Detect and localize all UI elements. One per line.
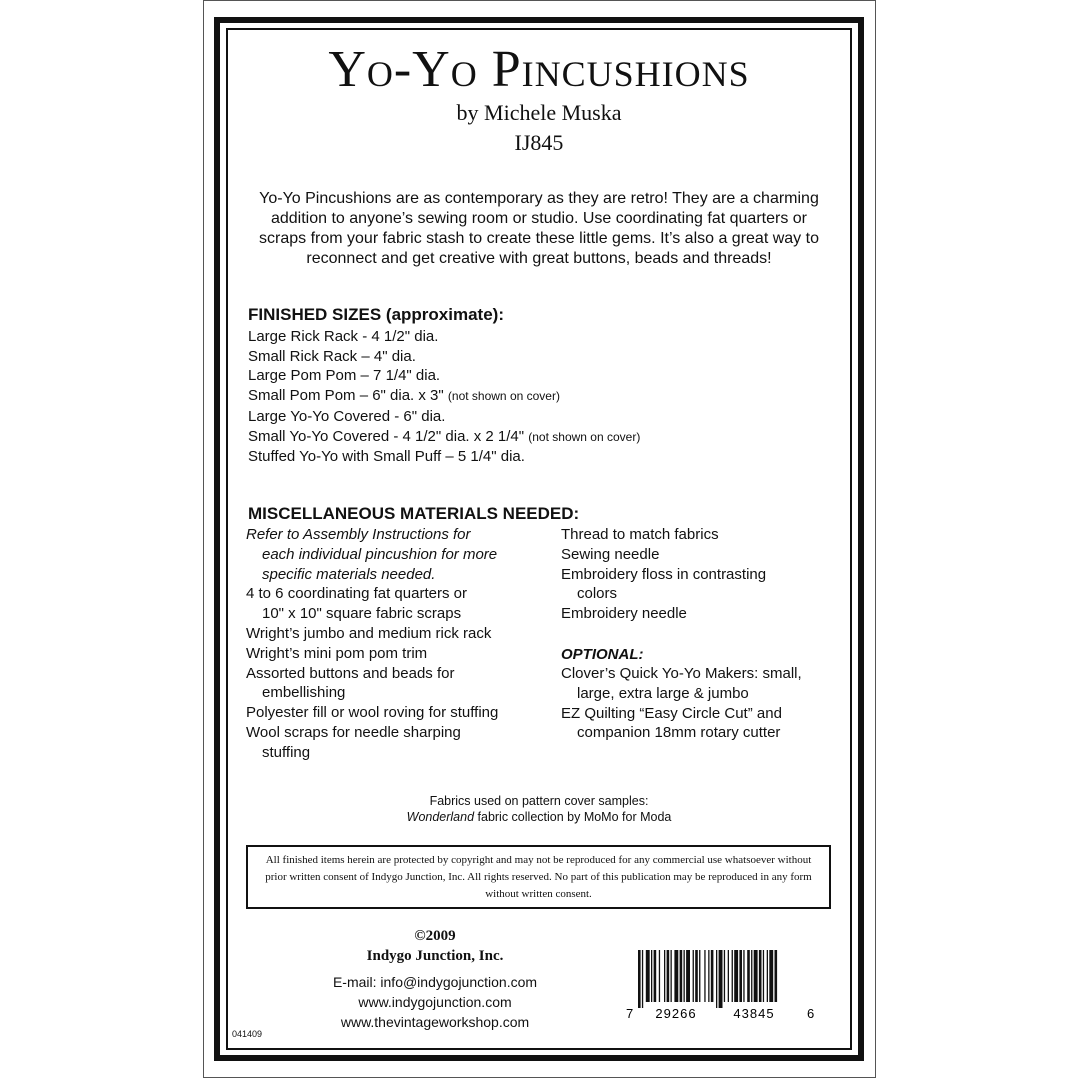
barcode-bar (654, 950, 657, 1002)
copyright-year: ©2009 (414, 928, 456, 944)
barcode-leading-digit: 7 (626, 1006, 634, 1020)
material-item-text: stuffing (262, 743, 311, 761)
material-item-text: Assorted buttons and beads for (246, 664, 455, 682)
material-item-text: Thread to match fabrics (561, 526, 719, 543)
copyright-notice-text: All finished items herein are protected by copyright and may not be reproduced for any commercial use whatsoever without prior written consent of Indygo Junction, Inc. All rights reserved. No part of this publication may be reproduced in any form without written consent. (265, 854, 812, 900)
finished-sizes-title: FINISHED SIZES (248, 305, 382, 324)
barcode-bar (769, 950, 773, 1002)
barcode-bar (708, 950, 709, 1002)
barcode-bar (734, 950, 738, 1002)
barcode-bar (759, 950, 762, 1002)
material-item (561, 604, 766, 624)
optional-material-item (561, 704, 802, 724)
material-item (561, 565, 766, 585)
barcode-bar (659, 950, 660, 1002)
finished-sizes-list (248, 327, 808, 467)
upc-barcode (624, 950, 819, 1020)
barcode-bar (704, 950, 705, 1002)
publisher-website-indygo: www.indygojunction.com (358, 994, 512, 1010)
fabrics-credit-line1: Fabrics used on pattern cover samples: (429, 794, 649, 808)
barcode-bar (754, 950, 758, 1002)
material-item (246, 584, 498, 604)
material-item-text: Sewing needle (561, 545, 660, 563)
material-item-text: Refer to Assembly Instructions for (246, 526, 471, 543)
barcode-trailing-digit: 6 (807, 1006, 815, 1020)
material-item (246, 624, 498, 644)
barcode-bar (716, 950, 717, 1008)
material-item-text: Embroidery needle (561, 605, 687, 623)
material-item (561, 584, 766, 604)
barcode-bar (638, 950, 641, 1008)
publisher-name: Indygo Junction, Inc. (366, 948, 504, 964)
barcode-bar (724, 950, 725, 1002)
size-item-text: Stuffed Yo-Yo with Small Puff – 5 1/4" dia. (248, 448, 525, 466)
material-item-text: each individual pincushion for more (262, 545, 498, 563)
barcode-bar (671, 950, 672, 1002)
size-item (248, 366, 808, 386)
size-item-text: Large Pom Pom – 7 1/4" dia. (248, 367, 441, 385)
material-item-text: embellishing (262, 684, 346, 702)
barcode-bar (743, 950, 744, 1002)
material-item (246, 545, 498, 565)
size-item-text: Large Rick Rack - 4 1/2" dia. (248, 328, 439, 345)
material-item (246, 604, 498, 624)
materials-left-column (246, 525, 498, 763)
material-item (246, 644, 498, 664)
fabrics-credit-line2 (226, 809, 852, 825)
lot-code: 041409 (232, 1029, 263, 1039)
barcode-bar (767, 950, 768, 1002)
publisher-website-vintage: www.thevintageworkshop.com (340, 1014, 530, 1030)
barcode-bar (739, 950, 742, 1002)
finished-sizes-heading (248, 305, 504, 325)
material-item-text: 10" x 10" square fabric scraps (262, 605, 462, 623)
size-item (248, 386, 808, 407)
barcode-bar (667, 950, 670, 1002)
optional-material-item-text: Clover’s Quick Yo-Yo Makers: small, (561, 665, 802, 682)
material-item-text: 4 to 6 coordinating fat quarters or (246, 585, 467, 603)
intro-paragraph: Yo-Yo Pincushions are as contemporary as they are retro! They are a charming addition to anyone’s sewing room or studio. Use coordinating fat quarters or scraps from your fabric stash to create these little gems. It’s also a great way to reconnect and get creative with great buttons, beads and threads! (259, 190, 819, 267)
fabric-collection-maker: fabric collection by MoMo for Moda (474, 810, 672, 824)
material-item (246, 565, 498, 585)
size-item (248, 327, 808, 347)
optional-heading: OPTIONAL: (561, 646, 644, 663)
material-item-text: Polyester fill or wool roving for stuffing (246, 704, 499, 722)
size-item-note: (not shown on cover) (447, 389, 560, 404)
material-item (246, 723, 498, 743)
optional-material-item (561, 684, 802, 704)
material-item (561, 525, 766, 545)
size-item (248, 447, 808, 467)
barcode-bar (684, 950, 685, 1002)
size-item-text: Small Yo-Yo Covered - 4 1/2" dia. x 2 1/4" (248, 427, 529, 445)
barcode-digits-left: 29266 (655, 1006, 697, 1020)
barcode-bar (763, 950, 764, 1002)
material-item-text: Embroidery floss in contrasting (561, 565, 767, 583)
barcode-bar (711, 950, 714, 1002)
optional-material-item-text: EZ Quilting “Easy Circle Cut” and (561, 704, 782, 722)
barcode-bar (751, 950, 752, 1002)
materials-right-column (561, 525, 766, 624)
copyright-notice-box (246, 845, 831, 909)
barcode-bar (775, 950, 778, 1002)
barcode-bar (695, 950, 698, 1002)
optional-material-item (561, 723, 802, 743)
material-item (246, 525, 498, 545)
barcode-bar (651, 950, 652, 1002)
material-item-text: Wright’s mini pom pom trim (246, 644, 428, 662)
material-item (561, 545, 766, 565)
pattern-author: by Michele Muska (456, 100, 622, 125)
pattern-title: Yo-Yo Pincushions (328, 41, 750, 98)
barcode-bar (699, 950, 700, 1002)
optional-material-item-text: companion 18mm rotary cutter (577, 724, 781, 742)
size-item-note: (not shown on cover) (528, 429, 641, 444)
material-item-text: Wright’s jumbo and medium rick rack (246, 624, 492, 642)
barcode-bar (686, 950, 690, 1002)
size-item (248, 347, 808, 367)
barcode-bar (674, 950, 678, 1002)
barcode-bar (680, 950, 683, 1002)
barcode-bar (646, 950, 650, 1002)
material-item-text: specific materials needed. (262, 565, 436, 583)
barcode-bar (747, 950, 750, 1002)
barcode-bar (732, 950, 733, 1002)
size-item (248, 427, 808, 448)
pattern-code: IJ845 (514, 130, 564, 155)
barcode-bar (693, 950, 694, 1002)
material-item-text: colors (577, 585, 618, 603)
material-item (246, 703, 498, 723)
barcode-bar (642, 950, 643, 1008)
barcode-bar (664, 950, 665, 1002)
materials-heading: MISCELLANEOUS MATERIALS NEEDED: (248, 504, 580, 523)
optional-materials-list (561, 664, 802, 743)
material-item-text: Wool scraps for needle sharping (246, 723, 461, 741)
barcode-bar (728, 950, 729, 1002)
material-item (246, 683, 498, 703)
publisher-email: E-mail: info@indygojunction.com (332, 974, 538, 990)
finished-sizes-qualifier: (approximate): (385, 305, 504, 324)
size-item-text: Small Pom Pom – 6" dia. x 3" (248, 387, 448, 405)
material-item (246, 743, 498, 763)
fabric-collection-name: Wonderland (406, 810, 475, 824)
optional-material-item-text: large, extra large & jumbo (577, 684, 749, 702)
barcode-digits-right: 43845 (733, 1006, 775, 1020)
size-item (248, 407, 808, 427)
fabrics-credit (226, 793, 852, 825)
publisher-contact (290, 972, 580, 1032)
size-item-text: Large Yo-Yo Covered - 6" dia. (248, 407, 446, 425)
barcode-bar (719, 950, 723, 1008)
material-item (246, 664, 498, 684)
optional-material-item (561, 664, 802, 684)
size-item-text: Small Rick Rack – 4" dia. (248, 347, 416, 365)
barcode-bars (638, 950, 777, 1008)
